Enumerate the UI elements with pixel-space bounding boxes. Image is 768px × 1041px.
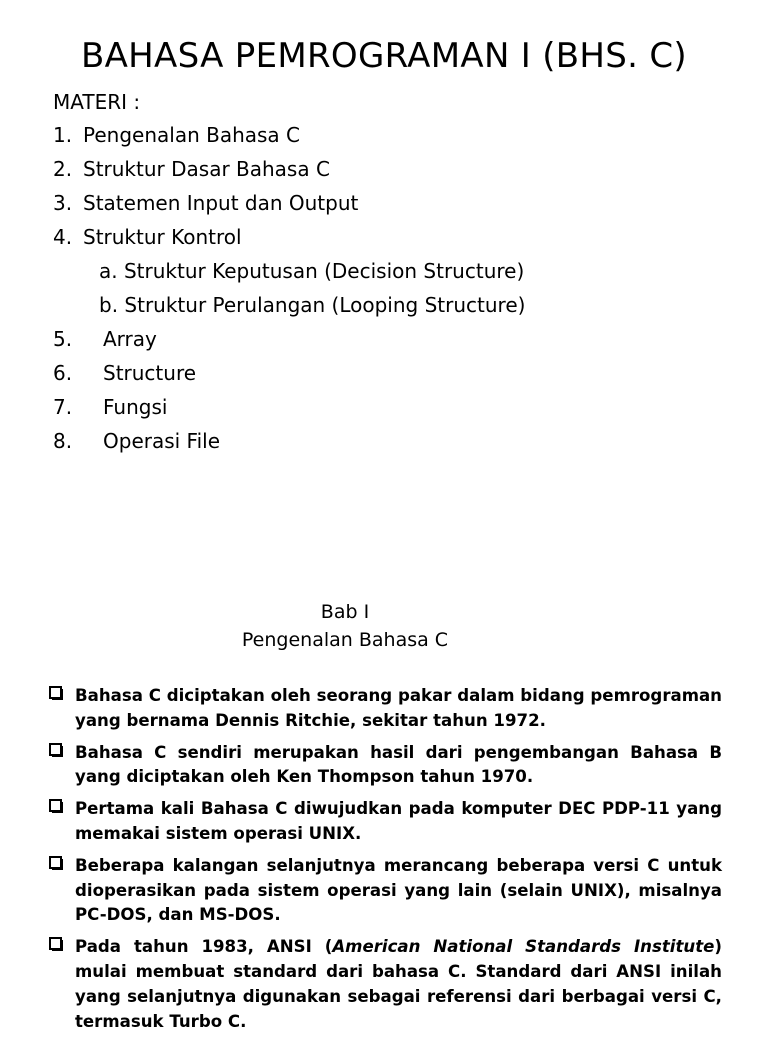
bullet-text-part: ) mulai membuat standard dari bahasa C. Standard dari ANSI inilah yang selanjutnya digunakan sebagai referensi dari berbagai versi C, termasuk Turbo C. [75,937,723,1031]
toc-number: 5. [53,327,73,351]
list-item [46,684,722,734]
toc-item [53,322,525,356]
bullet-text-part: Pada tahun 1983, ANSI ( [75,937,333,957]
toc-item [53,424,525,458]
toc-text: Structure [103,361,197,385]
bullet-text: Pertama kali Bahasa C diwujudkan pada komputer DEC PDP-11 yang memakai sistem operasi UNIX. [75,799,722,843]
toc-text: Array [103,327,157,351]
toc-text: Pengenalan Bahasa C [83,123,301,147]
toc-number: 3. [53,191,73,215]
toc-text: Struktur Kontrol [83,225,242,249]
toc-text: Statemen Input dan Output [83,191,359,215]
page-title: BAHASA PEMROGRAMAN I (BHS. C) [81,36,687,76]
toc-item [53,118,525,152]
toc-text: Operasi File [103,429,221,453]
toc-item [53,390,525,424]
bullet-list [46,684,722,1041]
toc-subitem: a. Struktur Keputusan (Decision Structure) [99,259,525,283]
checkbox-bullet-icon [49,856,63,870]
list-item [46,797,722,847]
chapter-heading [0,598,690,654]
list-item [46,935,722,1034]
toc-number: 1. [53,123,73,147]
toc-item [53,220,525,254]
toc-text: Fungsi [103,395,168,419]
materi-label: MATERI : [53,90,141,114]
table-of-contents [53,118,525,458]
checkbox-bullet-icon [49,743,63,757]
checkbox-bullet-icon [49,799,63,813]
toc-item [53,186,525,220]
list-item [46,741,722,791]
toc-item [53,356,525,390]
list-item [46,854,722,928]
toc-subitem: b. Struktur Perulangan (Looping Structure) [99,293,526,317]
bullet-text-italic: American National Standards Institute [332,937,715,957]
checkbox-bullet-icon [49,686,63,700]
bullet-text: Bahasa C sendiri merupakan hasil dari pengembangan Bahasa B yang diciptakan oleh Ken Thompson tahun 1970. [75,742,722,787]
chapter-label: Bab I [320,601,370,623]
chapter-title: Pengenalan Bahasa C [241,629,449,651]
toc-item [53,152,525,186]
bullet-text: Bahasa C diciptakan oleh seorang pakar dalam bidang pemrograman yang bernama Dennis Ritchie, sekitar tahun 1972. [75,686,722,730]
toc-number: 6. [53,361,73,385]
toc-number: 2. [53,157,73,181]
toc-text: Struktur Dasar Bahasa C [83,157,330,181]
checkbox-bullet-icon [49,937,63,951]
toc-number: 4. [53,225,73,249]
toc-number: 7. [53,395,73,419]
toc-number: 8. [53,429,73,453]
bullet-text: Beberapa kalangan selanjutnya merancang beberapa versi C untuk dioperasikan pada sistem operasi yang lain (selain UNIX), misalnya PC-DOS, dan MS-DOS. [75,855,722,925]
bullet-text [75,937,722,1030]
